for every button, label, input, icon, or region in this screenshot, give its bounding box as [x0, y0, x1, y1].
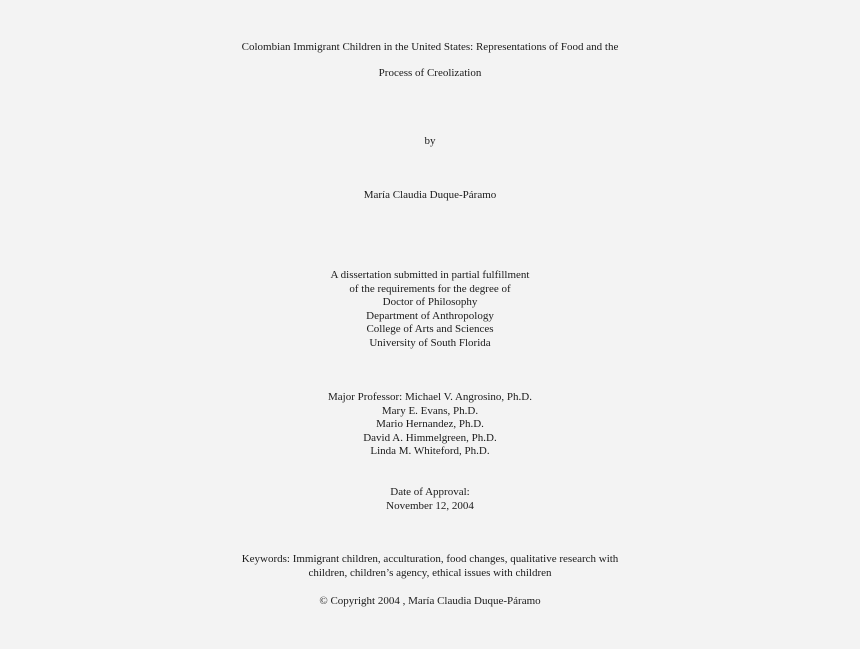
approval-date: November 12, 2004	[386, 499, 474, 512]
keywords-line-2: children, children’s agency, ethical issues with children	[308, 566, 552, 579]
approval-label: Date of Approval:	[390, 486, 470, 498]
committee-member: Major Professor: Michael V. Angrosino, Ph.D.	[327, 391, 532, 403]
approval-block	[0, 486, 860, 513]
committee-list	[0, 391, 860, 459]
title-line-2: Process of Creolization	[378, 67, 482, 79]
committee-member: David A. Himmelgreen, Ph.D.	[363, 431, 497, 444]
submission-line: Doctor of Philosophy	[382, 296, 478, 309]
keywords-block	[0, 553, 860, 580]
committee-member: Mary E. Evans, Ph.D.	[381, 404, 479, 417]
committee-member: Linda M. Whiteford, Ph.D.	[370, 445, 490, 458]
committee-member: Mario Hernandez, Ph.D.	[376, 418, 484, 431]
submission-line: University of South Florida	[369, 336, 491, 349]
submission-line: A dissertation submitted in partial fulfillment	[330, 269, 530, 281]
submission-statement	[0, 269, 860, 351]
copyright-notice: © Copyright 2004 , María Claudia Duque-Páramo	[319, 595, 541, 607]
keywords-line-1: Keywords: Immigrant children, acculturation, food changes, qualitative research with	[241, 553, 619, 565]
submission-line: Department of Anthropology	[366, 309, 494, 322]
title-line-1: Colombian Immigrant Children in the United States: Representations of Food and the	[241, 41, 619, 53]
submission-line: of the requirements for the degree of	[349, 282, 511, 295]
submission-line: College of Arts and Sciences	[366, 323, 494, 336]
by-label: by	[424, 135, 436, 147]
author-name: María Claudia Duque-Páramo	[363, 189, 497, 201]
